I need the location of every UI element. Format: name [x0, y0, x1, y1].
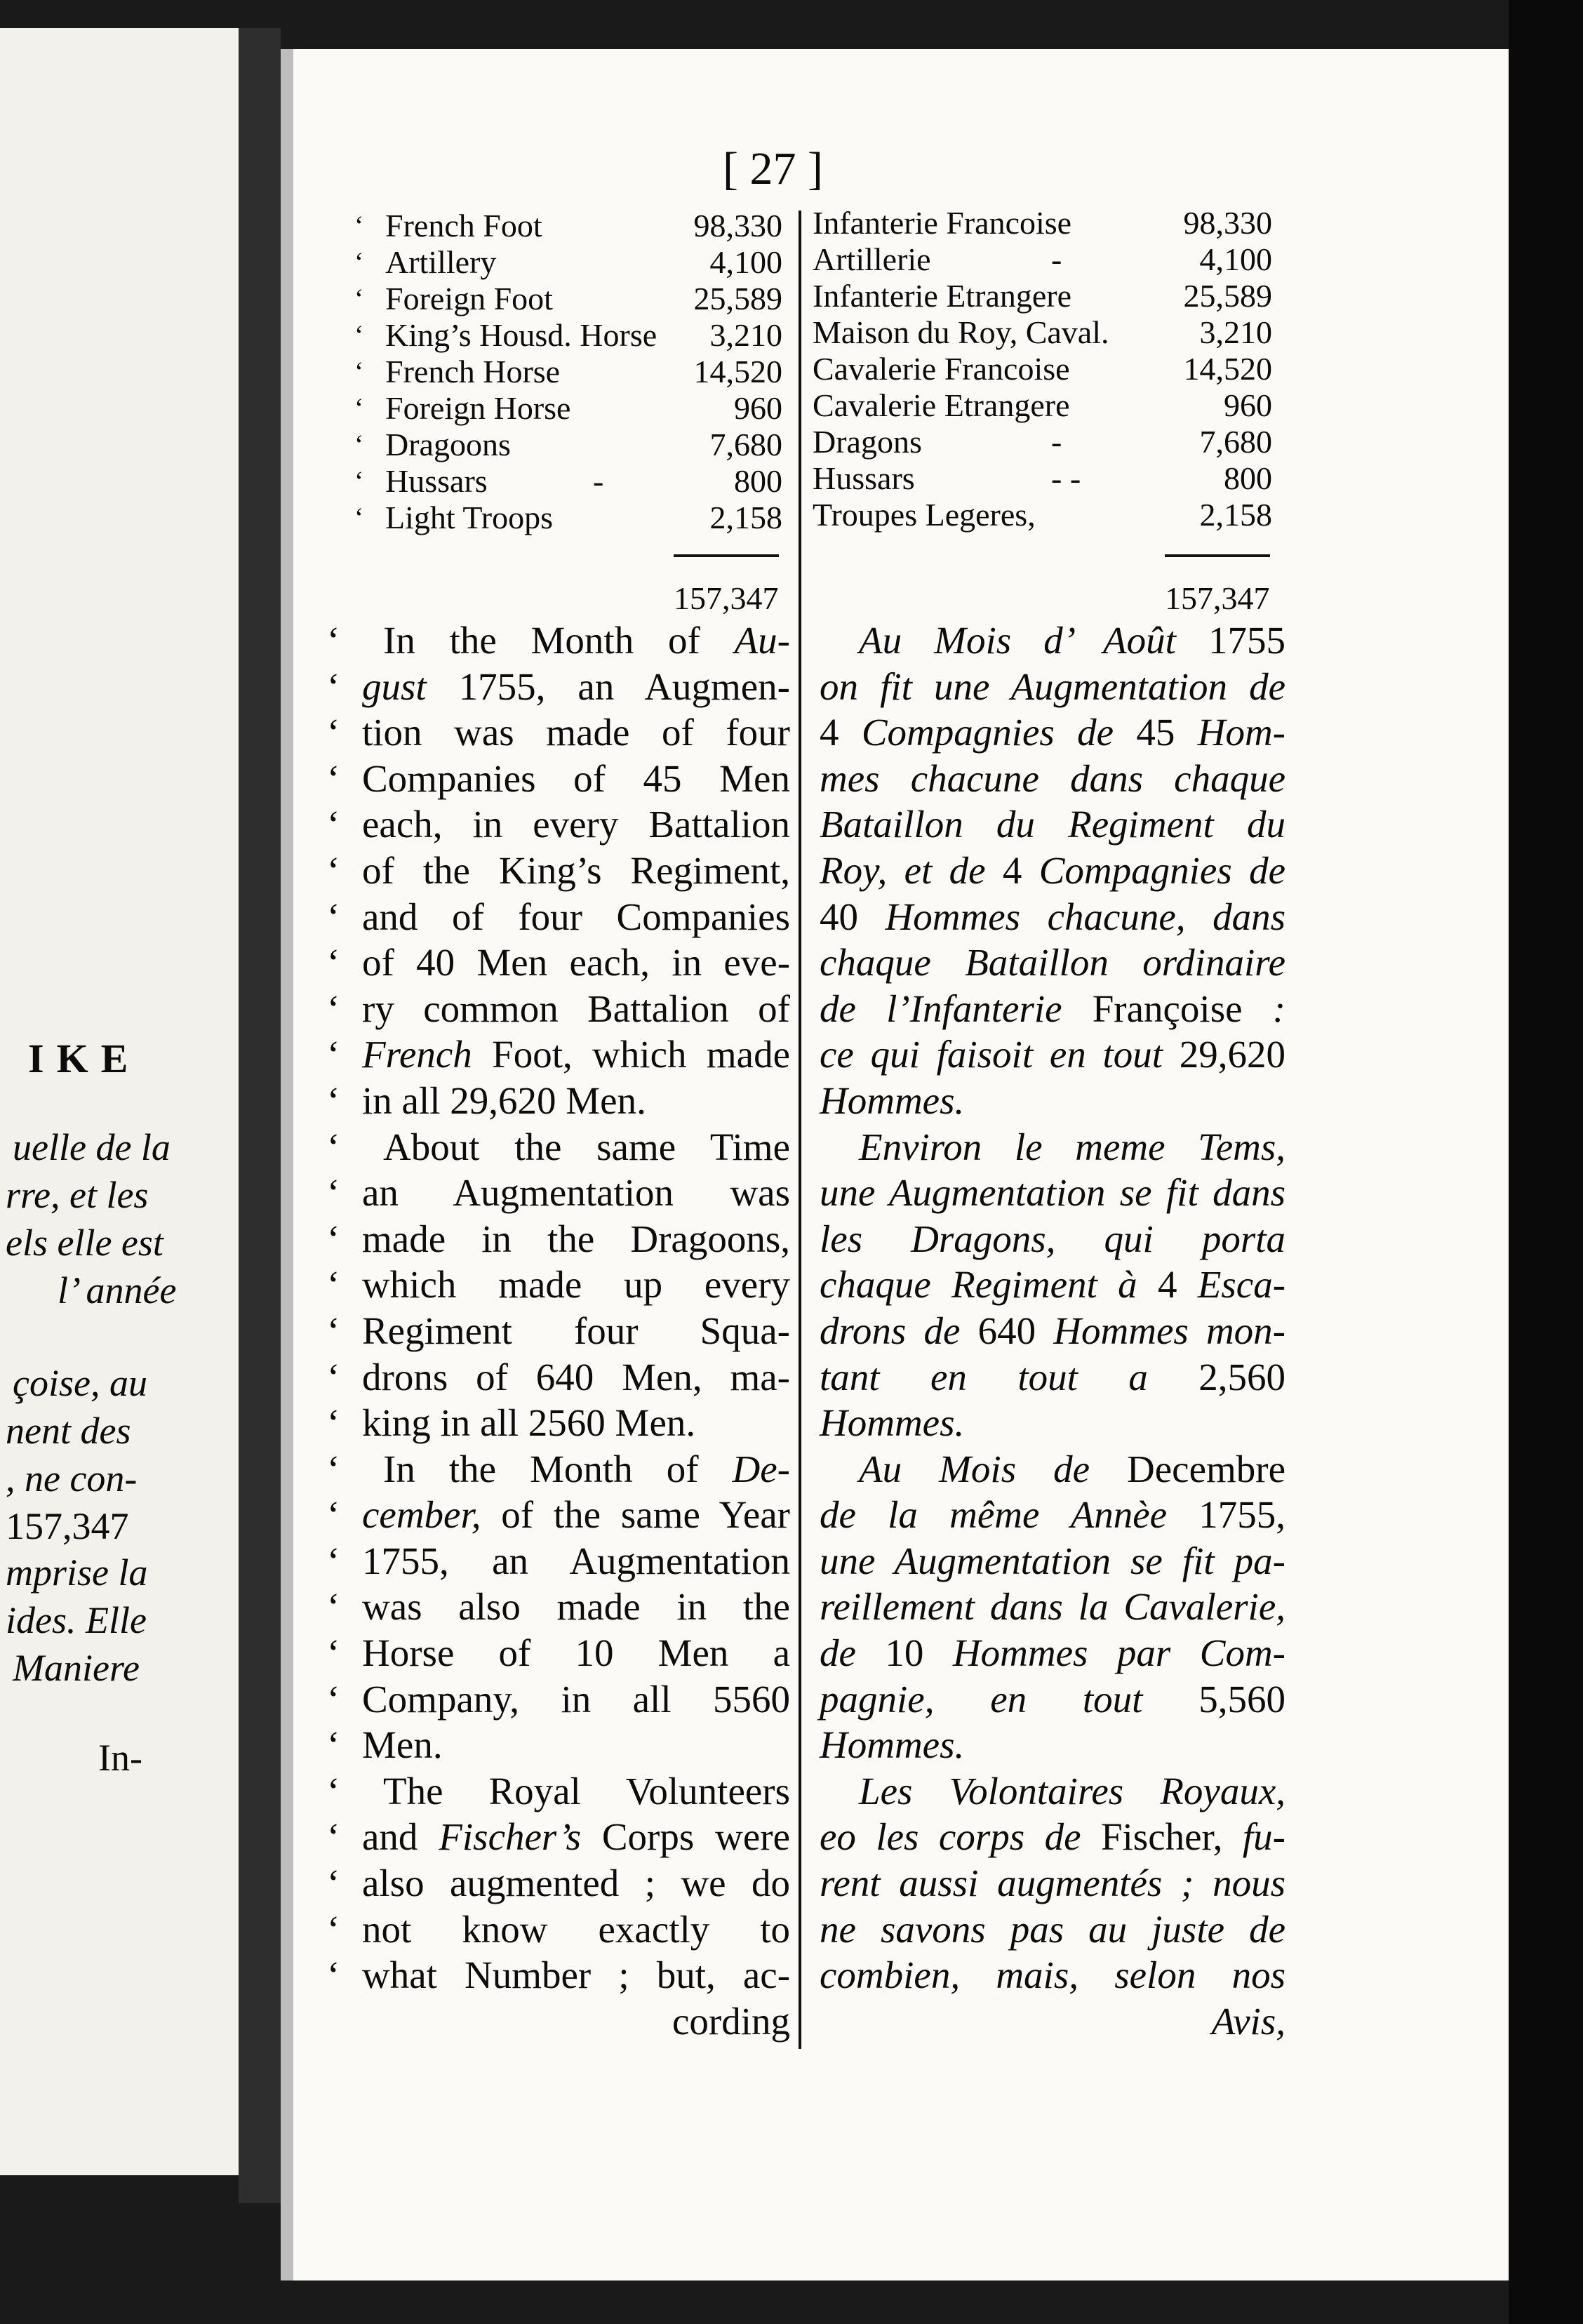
text-line: ‘ king in all 2560 Men.	[327, 1400, 790, 1446]
english-troop-table	[354, 208, 782, 536]
quote-mark: ‘	[327, 895, 340, 938]
table-row	[813, 460, 1272, 497]
table-label: Artillerie	[813, 241, 931, 277]
quote-mark: ‘	[327, 803, 340, 846]
quote-mark: ‘	[354, 392, 364, 424]
table-row	[354, 463, 782, 500]
french-total: 157,347	[1165, 580, 1270, 616]
table-value: 4,100	[709, 244, 782, 280]
text-line: ‘ each, in every Battalion	[327, 801, 790, 848]
text-line: ‘ what Number ; but, ac-	[327, 1952, 790, 1998]
quote-mark: ‘	[354, 283, 364, 314]
text-line: Les Volontaires Royaux,	[859, 1769, 1285, 1812]
text-line: ‘ ry common Battalion of	[327, 986, 790, 1032]
text-line: ne savons pas au juste de	[820, 1907, 1285, 1951]
table-row	[354, 244, 782, 281]
text-line: ‘ in all 29,620 Men.	[327, 1078, 790, 1124]
text-line: reillement dans la Cavalerie,	[820, 1585, 1285, 1629]
quote-mark: ‘	[327, 1539, 340, 1582]
text-line: 40 Hommes chacune, dans	[820, 895, 1285, 938]
total-rule	[1165, 554, 1270, 557]
text-line: chaque Bataillon ordinaire	[820, 941, 1285, 984]
text-line: ‘ which made up every	[327, 1262, 790, 1308]
text-line: Roy, et de 4 Compagnies de	[820, 848, 1285, 892]
quote-mark: ‘	[327, 1033, 340, 1076]
text-line: rent aussi augmentés ; nous	[820, 1862, 1285, 1905]
table-value: 3,210	[709, 317, 782, 353]
table-label: Foreign Horse	[385, 390, 571, 426]
table-label: Dragons	[813, 424, 922, 460]
left-fragment: l’ année	[58, 1269, 177, 1311]
text-line: ‘ drons of 640 Men, ma-	[327, 1354, 790, 1401]
text-line: les Dragons, qui porta	[820, 1217, 1285, 1260]
quote-mark: ‘	[327, 1769, 340, 1812]
quote-mark: ‘	[327, 1815, 340, 1859]
table-value: 3,210	[1199, 314, 1272, 350]
quote-mark: ‘	[327, 1309, 340, 1352]
text-line: ‘ of the King’s Regiment,	[327, 848, 790, 894]
left-fragment: nent des	[6, 1410, 131, 1452]
total-rule	[674, 554, 779, 557]
table-row	[354, 317, 782, 354]
table-label: Light Troops	[385, 500, 554, 535]
table-value: 14,520	[1183, 351, 1272, 387]
text-line: mes chacune dans chaque	[820, 756, 1285, 800]
table-label: Artillery	[385, 244, 497, 280]
text-line: combien, mais, selon nos	[820, 1954, 1285, 1997]
text-line: ‘ In the Month of De-	[327, 1446, 790, 1492]
quote-mark: ‘	[354, 319, 364, 351]
text-line: ‘ Companies of 45 Men	[327, 756, 790, 802]
text-line: ce qui faisoit en tout 29,620	[820, 1033, 1286, 1076]
table-label: Foreign Foot	[385, 281, 553, 316]
left-fragment: , ne con-	[6, 1457, 138, 1500]
table-row	[354, 208, 782, 244]
table-label: French Foot	[385, 208, 542, 243]
spine-shadow	[281, 49, 293, 2280]
quote-mark: ‘	[327, 619, 340, 662]
table-row	[813, 497, 1272, 533]
text-line: pagnie, en tout 5,560	[820, 1677, 1285, 1721]
text-line: Au Mois d’ Août 1755	[859, 619, 1285, 662]
text-line: de l’Infanterie Françoise :	[820, 987, 1286, 1030]
table-value: 7,680	[709, 427, 782, 462]
left-fragment: ides. Elle	[6, 1599, 147, 1641]
quote-mark: ‘	[327, 1263, 340, 1307]
text-line: cording	[672, 1999, 790, 2043]
table-row	[813, 424, 1272, 460]
table-value: 25,589	[693, 281, 782, 316]
table-dash: -	[1051, 241, 1062, 277]
left-fragment: rre, et les	[6, 1174, 149, 1216]
text-line: ‘ also augmented ; we do	[327, 1860, 790, 1906]
page-number: [ 27 ]	[723, 143, 823, 194]
english-text	[327, 617, 790, 2044]
text-line: ‘ Regiment four Squa-	[327, 1308, 790, 1354]
table-row	[813, 351, 1272, 387]
quote-mark: ‘	[327, 756, 340, 800]
table-label: Hussars	[813, 460, 915, 496]
table-label: Infanterie Francoise	[813, 205, 1072, 241]
text-line: chaque Regiment à 4 Esca-	[820, 1263, 1286, 1307]
text-line: Avis,	[1211, 1999, 1285, 2043]
quote-mark: ‘	[327, 1677, 340, 1721]
table-label: Maison du Roy, Caval.	[813, 314, 1109, 350]
quote-mark: ‘	[327, 665, 340, 708]
quote-mark: ‘	[327, 1401, 340, 1445]
page-edge	[1509, 0, 1583, 2324]
table-label: Dragoons	[385, 427, 511, 462]
table-dash: - -	[1051, 460, 1081, 496]
quote-mark: ‘	[327, 1078, 340, 1122]
text-line: ‘ and Fischer’s Corps were	[327, 1814, 790, 1860]
quote-mark: ‘	[327, 1862, 340, 1905]
text-line: ‘ and of four Companies	[327, 894, 790, 940]
text-line: ‘ tion was made of four	[327, 709, 790, 756]
text-line: ‘ In the Month of Au-	[327, 617, 790, 664]
text-line: ‘ About the same Time	[327, 1124, 790, 1170]
quote-mark: ‘	[327, 1447, 340, 1490]
quote-mark: ‘	[327, 711, 340, 754]
text-line: 4 Compagnies de 45 Hom-	[820, 711, 1285, 754]
table-value: 2,158	[709, 500, 782, 535]
left-fragment: uelle de la	[13, 1126, 171, 1168]
table-label: Cavalerie Etrangere	[813, 387, 1070, 423]
table-value: 4,100	[1199, 241, 1272, 277]
table-value: 800	[1224, 460, 1272, 496]
quote-mark: ‘	[327, 1217, 340, 1260]
quote-mark: ‘	[327, 1723, 340, 1767]
text-line: on fit une Augmentation de	[820, 665, 1286, 708]
text-line: de 10 Hommes par Com-	[820, 1631, 1286, 1675]
quote-mark: ‘	[327, 1171, 340, 1215]
text-line: drons de 640 Hommes mon-	[820, 1309, 1285, 1352]
left-fragment: mprise la	[6, 1551, 148, 1594]
table-value: 7,680	[1199, 424, 1272, 460]
table-row	[354, 427, 782, 463]
left-fragment: els elle est	[6, 1222, 163, 1264]
quote-mark: ‘	[354, 465, 364, 497]
left-fragment: çoise, au	[13, 1362, 147, 1404]
table-value: 25,589	[1183, 278, 1272, 314]
table-value: 98,330	[693, 208, 782, 243]
quote-mark: ‘	[327, 1355, 340, 1398]
text-line: ‘ cember, of the same Year	[327, 1492, 790, 1538]
text-line: ‘ was also made in the	[327, 1584, 790, 1630]
text-line: tant en tout a 2,560	[820, 1355, 1286, 1398]
table-value: 800	[734, 463, 782, 499]
quote-mark: ‘	[354, 246, 364, 278]
quote-mark: ‘	[327, 1954, 340, 1997]
table-value: 14,520	[693, 354, 782, 389]
left-fragment: Maniere	[13, 1647, 140, 1689]
text-line: ‘ Horse of 10 Men a	[327, 1630, 790, 1676]
left-fragment: In-	[98, 1737, 142, 1779]
table-label: Troupes Legeres,	[813, 497, 1036, 533]
quote-mark: ‘	[354, 356, 364, 387]
english-total: 157,347	[674, 580, 779, 616]
text-line: Hommes.	[820, 1078, 965, 1122]
french-troop-table	[813, 205, 1272, 533]
quote-mark: ‘	[354, 429, 364, 460]
text-line: Environ le meme Tems,	[859, 1125, 1285, 1168]
text-line: de la même Annèe 1755,	[820, 1493, 1285, 1537]
french-text	[820, 617, 1285, 2044]
quote-mark: ‘	[327, 1907, 340, 1951]
text-line: ‘ 1755, an Augmentation	[327, 1538, 790, 1584]
left-fragment: 157,347	[6, 1505, 129, 1547]
table-value: 98,330	[1183, 205, 1272, 241]
text-line: ‘ Company, in all 5560	[327, 1676, 790, 1723]
table-row	[354, 500, 782, 536]
table-label: Cavalerie Francoise	[813, 351, 1070, 387]
text-line: ‘ not know exactly to	[327, 1906, 790, 1953]
quote-mark: ‘	[327, 1125, 340, 1168]
text-line: Au Mois de Decembre	[859, 1447, 1285, 1490]
text-line: une Augmentation se fit dans	[820, 1171, 1285, 1215]
table-row	[354, 390, 782, 427]
table-row	[813, 241, 1272, 278]
table-value: 960	[734, 390, 782, 426]
quote-mark: ‘	[354, 502, 364, 533]
quote-mark: ‘	[327, 941, 340, 984]
table-row	[813, 314, 1272, 351]
quote-mark: ‘	[327, 1493, 340, 1537]
quote-mark: ‘	[327, 1585, 340, 1629]
quote-mark: ‘	[327, 987, 340, 1030]
text-line: une Augmentation se fit pa-	[820, 1539, 1285, 1582]
quote-mark: ‘	[327, 1631, 340, 1675]
book-gutter	[239, 28, 281, 2203]
text-line: ‘ gust 1755, an Augmen-	[327, 664, 790, 710]
table-row	[813, 278, 1272, 314]
left-page	[0, 28, 239, 2175]
text-line: Hommes.	[820, 1723, 965, 1767]
table-dash: -	[593, 463, 604, 499]
table-dash: -	[1051, 424, 1062, 460]
table-row	[813, 387, 1272, 424]
table-label: French Horse	[385, 354, 561, 389]
table-row	[354, 281, 782, 317]
text-line: Bataillon du Regiment du	[820, 803, 1285, 846]
text-line: ‘ made in the Dragoons,	[327, 1216, 790, 1262]
quote-mark: ‘	[354, 210, 364, 241]
table-label: King’s Housd. Horse	[385, 317, 657, 353]
left-fragment: IKE	[28, 1036, 141, 1081]
text-line: ‘ Men.	[327, 1722, 790, 1768]
table-label: Hussars	[385, 463, 488, 499]
table-value: 2,158	[1199, 497, 1272, 533]
table-row	[813, 205, 1272, 241]
table-label: Infanterie Etrangere	[813, 278, 1072, 314]
column-divider	[799, 211, 801, 2049]
text-line: ‘ an Augmentation was	[327, 1170, 790, 1216]
text-line: ‘ The Royal Volunteers	[327, 1768, 790, 1815]
text-line: Hommes.	[820, 1401, 965, 1445]
table-row	[354, 354, 782, 390]
quote-mark: ‘	[327, 848, 340, 892]
table-value: 960	[1224, 387, 1272, 423]
text-line: eo les corps de Fischer, fu-	[820, 1815, 1285, 1859]
text-line: ‘ of 40 Men each, in eve-	[327, 940, 790, 986]
text-line: ‘ French Foot, which made	[327, 1031, 790, 1078]
